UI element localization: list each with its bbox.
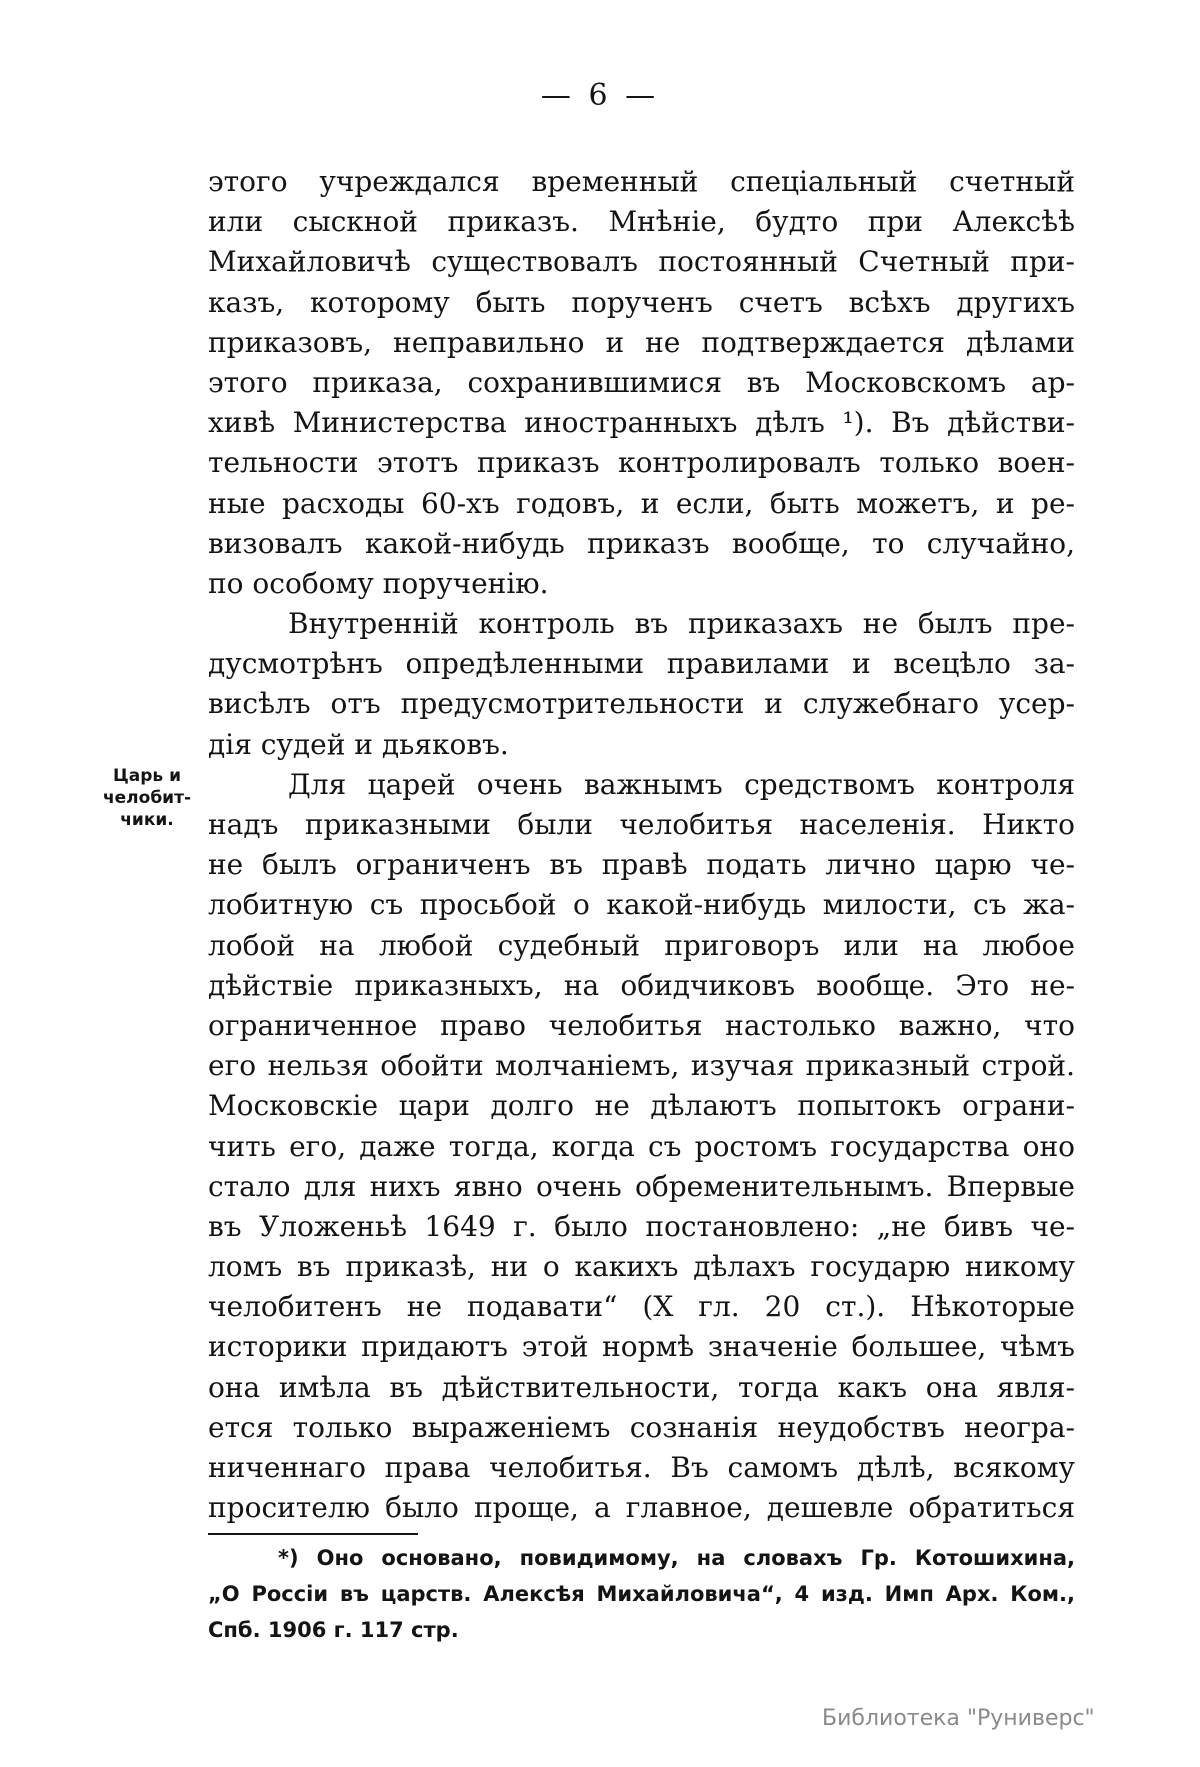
page-number: — 6 —	[540, 78, 660, 113]
text-line: просителю было проще, а главное, дешевле обратиться	[208, 1491, 1075, 1525]
text-line: дусмотрѣнъ опредѣленными правилами и всецѣло за-	[208, 647, 1075, 681]
margin-note	[88, 765, 206, 831]
text-line: этого приказа, сохранившимися въ Московскомъ ар-	[208, 365, 1075, 399]
text-line: по особому порученію.	[208, 566, 549, 600]
text-line: этого учреждался временный спеціальный счетный	[208, 165, 1075, 198]
text-line: Для царей очень важнымъ средствомъ контроля	[288, 767, 1075, 801]
text-line: ломъ въ приказѣ, ни о какихъ дѣлахъ государю никому	[208, 1250, 1075, 1284]
text-line: не былъ ограниченъ въ правѣ подать лично царю че-	[208, 848, 1075, 882]
text-line: дѣйствіе приказныхъ, на обидчиковъ вообще. Это не-	[208, 968, 1075, 1002]
text-line: въ Уложеньѣ 1649 г. было постановлено: „не бивъ че-	[208, 1209, 1075, 1243]
text-line: она имѣла въ дѣйствительности, тогда какъ она явля-	[208, 1370, 1075, 1404]
paragraph-1	[208, 162, 1075, 604]
paragraph-2	[208, 604, 1075, 765]
text-line: чить его, даже тогда, когда съ ростомъ государства оно	[208, 1129, 1075, 1163]
text-line: челобитенъ не подавати“ (X гл. 20 ст.). Нѣкоторые	[208, 1290, 1075, 1324]
text-line: Московскіе цари долго не дѣлаютъ попытокъ ограни-	[208, 1089, 1075, 1123]
text-line: лобой на любой судебный приговоръ или на любое	[208, 928, 1075, 962]
text-line: ниченнаго права челобитья. Въ самомъ дѣлѣ, всякому	[208, 1451, 1075, 1484]
margin-note-line: чики.	[120, 810, 174, 830]
text-line: ные расходы 60-хъ годовъ, и если, быть можетъ, и ре-	[208, 486, 1075, 520]
text-line: дія судей и дьяковъ.	[208, 727, 509, 761]
text-line: надъ приказными были челобитья населенія. Никто	[208, 808, 1075, 841]
text-line: казъ, которому быть порученъ счетъ всѣхъ другихъ	[208, 285, 1075, 319]
footnote-divider	[208, 1533, 418, 1535]
text-line: тельности этотъ приказъ контролировалъ только воен-	[208, 446, 1075, 480]
text-line: визовалъ какой-нибудь приказъ вообще, то случайно,	[208, 526, 1075, 560]
margin-note-line: челобит-	[102, 788, 192, 808]
text-line: Михайловичѣ существовалъ постоянный Счетный при-	[208, 245, 1075, 279]
text-line: висѣлъ отъ предусмотрительности и служебнаго усер-	[208, 687, 1075, 721]
text-line: историки придаютъ этой нормѣ значеніе большее, чѣмъ	[208, 1330, 1075, 1364]
text-line: приказовъ, неправильно и не подтверждается дѣлами	[208, 325, 1075, 359]
footnote	[208, 1540, 1075, 1648]
footnote-line: „О Россіи въ царств. Алексѣя Михайловича“, 4 изд. Имп Арх. Ком.,	[208, 1582, 1075, 1606]
main-text	[208, 162, 1075, 1528]
text-line: стало для нихъ явно очень обременительнымъ. Впервые	[208, 1169, 1075, 1203]
text-line: ограниченное право челобитья настолько важно, что	[208, 1008, 1075, 1042]
footnote-line: *) Оно основано, повидимому, на словахъ Гр. Котошихина,	[278, 1546, 1075, 1570]
text-line: ется только выраженіемъ сознанія неудобствъ неогра-	[208, 1410, 1075, 1444]
text-line: его нельзя обойти молчаніемъ, изучая приказный строй.	[208, 1049, 1075, 1083]
paragraph-3	[208, 765, 1075, 1529]
footnote-line: Спб. 1906 г. 117 стр.	[208, 1618, 459, 1642]
text-line: или сыскной приказъ. Мнѣніе, будто при Алексѣѣ	[208, 205, 1075, 239]
text-line: Внутренній контроль въ приказахъ не былъ пре-	[288, 607, 1075, 641]
library-watermark: Библиотека "Руниверс"	[822, 1706, 1095, 1731]
text-line: лобитную съ просьбой о какой-нибудь милости, съ жа-	[208, 888, 1075, 922]
text-line: хивѣ Министерства иностранныхъ дѣлъ ¹). Въ дѣйстви-	[208, 406, 1075, 440]
margin-note-line: Царь и	[113, 766, 181, 786]
